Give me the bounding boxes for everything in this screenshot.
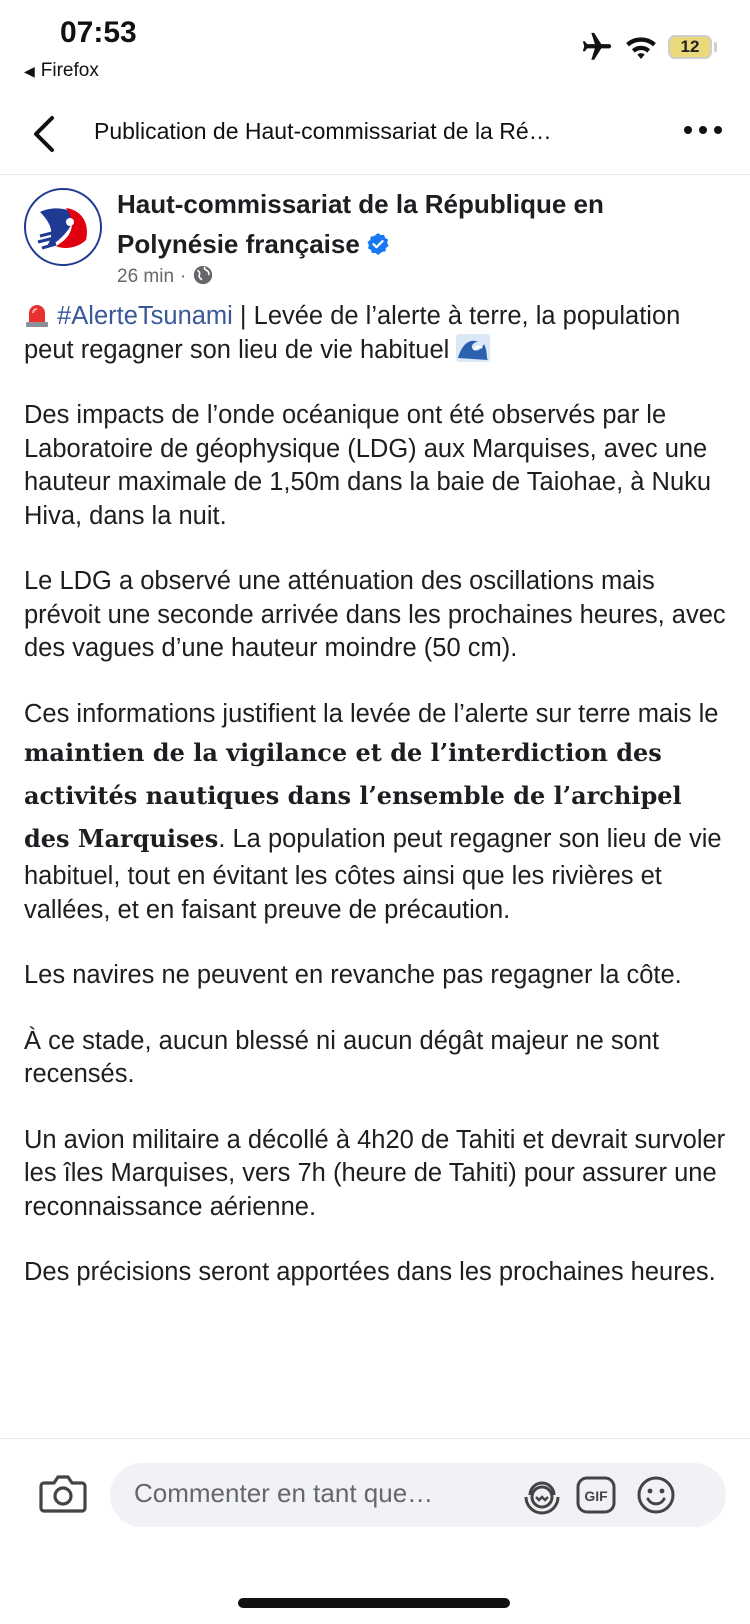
paragraph-4-bold: maintien de la vigilance et de l’interdiction des activités nautiques dans l’ensemble de l’archipel des Marquises: [24, 738, 682, 853]
home-indicator[interactable]: [238, 1598, 510, 1608]
avatar-sticker-icon[interactable]: [522, 1475, 562, 1515]
comment-bar: [0, 1438, 750, 1624]
camera-icon[interactable]: [38, 1471, 88, 1515]
gif-icon[interactable]: [576, 1476, 616, 1514]
post-paragraph: Les navires ne peuvent en revanche pas regagner la côte.: [24, 961, 682, 989]
paragraph-1-text: | Levée de l’alerte à terre, la population peut regagner son lieu de vie habituel: [24, 302, 681, 364]
back-arrow-icon[interactable]: [26, 112, 66, 156]
post-paragraph: Un avion militaire a décollé à 4h20 de Tahiti et devrait survoler les îles Marquises, vers 7h (heure de Tahiti) pour assurer une reconnaissance aérienne.: [24, 1125, 726, 1221]
more-options-icon[interactable]: [684, 126, 724, 138]
siren-emoji-icon: [24, 300, 50, 328]
post-text: [24, 300, 729, 1322]
battery-indicator: 12: [668, 35, 712, 59]
paragraph-4-end: . La population peut regagner son lieu de vie habituel, tout en évitant les côtes ainsi que les rivières et vallées, et en faisant preuve de précaution.: [24, 825, 722, 924]
airplane-mode-icon: [580, 30, 614, 64]
status-bar: [0, 0, 750, 100]
page-avatar[interactable]: [24, 188, 102, 266]
top-navigation-bar: [0, 100, 750, 175]
comment-box[interactable]: [110, 1463, 726, 1527]
verified-badge-icon: [366, 232, 390, 256]
post-paragraph: [24, 300, 729, 367]
post-time[interactable]: 26 min: [117, 266, 175, 287]
wave-emoji-icon: [456, 334, 490, 362]
post-paragraph: [24, 698, 729, 928]
back-to-app-link[interactable]: [24, 60, 99, 82]
paragraph-4-start: Ces informations justifient la levée de l’alerte sur terre mais le: [24, 699, 719, 728]
back-triangle-icon: ◀: [24, 63, 35, 79]
gif-label: GIF: [584, 1488, 608, 1504]
post-author[interactable]: [117, 184, 727, 264]
post-meta: [117, 264, 214, 288]
post-paragraph: Des impacts de l’onde océanique ont été observés par le Laboratoire de géophysique (LDG) aux Marquises, avec une hauteur maximale de 1,50m dans la baie de Taiohae, à Nuku Hiva, dans la nuit.: [24, 401, 712, 530]
republic-logo-icon: [26, 190, 100, 264]
post-paragraph: Des précisions seront apportées dans les prochaines heures.: [24, 1258, 716, 1286]
wifi-icon: [624, 32, 658, 62]
post-paragraph: À ce stade, aucun blessé ni aucun dégât majeur ne sont recensés.: [24, 1026, 660, 1088]
meta-separator: ·: [180, 266, 187, 287]
post-paragraph: Le LDG a observé une atténuation des oscillations mais prévoit une seconde arrivée dans les prochaines heures, avec des vagues d’une hauteur moindre (50 cm).: [24, 567, 726, 662]
emoji-smile-icon[interactable]: [636, 1475, 676, 1515]
battery-tip: [714, 42, 717, 52]
page-title: Publication de Haut-commissariat de la Ré…: [94, 118, 552, 144]
post-author-name: Haut-commissariat de la République en Polynésie française: [117, 189, 604, 259]
comment-input[interactable]: [134, 1478, 514, 1509]
public-globe-icon: [192, 264, 214, 286]
hashtag-link[interactable]: #AlerteTsunami: [57, 302, 233, 330]
status-time: 07:53: [60, 16, 137, 49]
back-app-label: Firefox: [40, 60, 99, 81]
